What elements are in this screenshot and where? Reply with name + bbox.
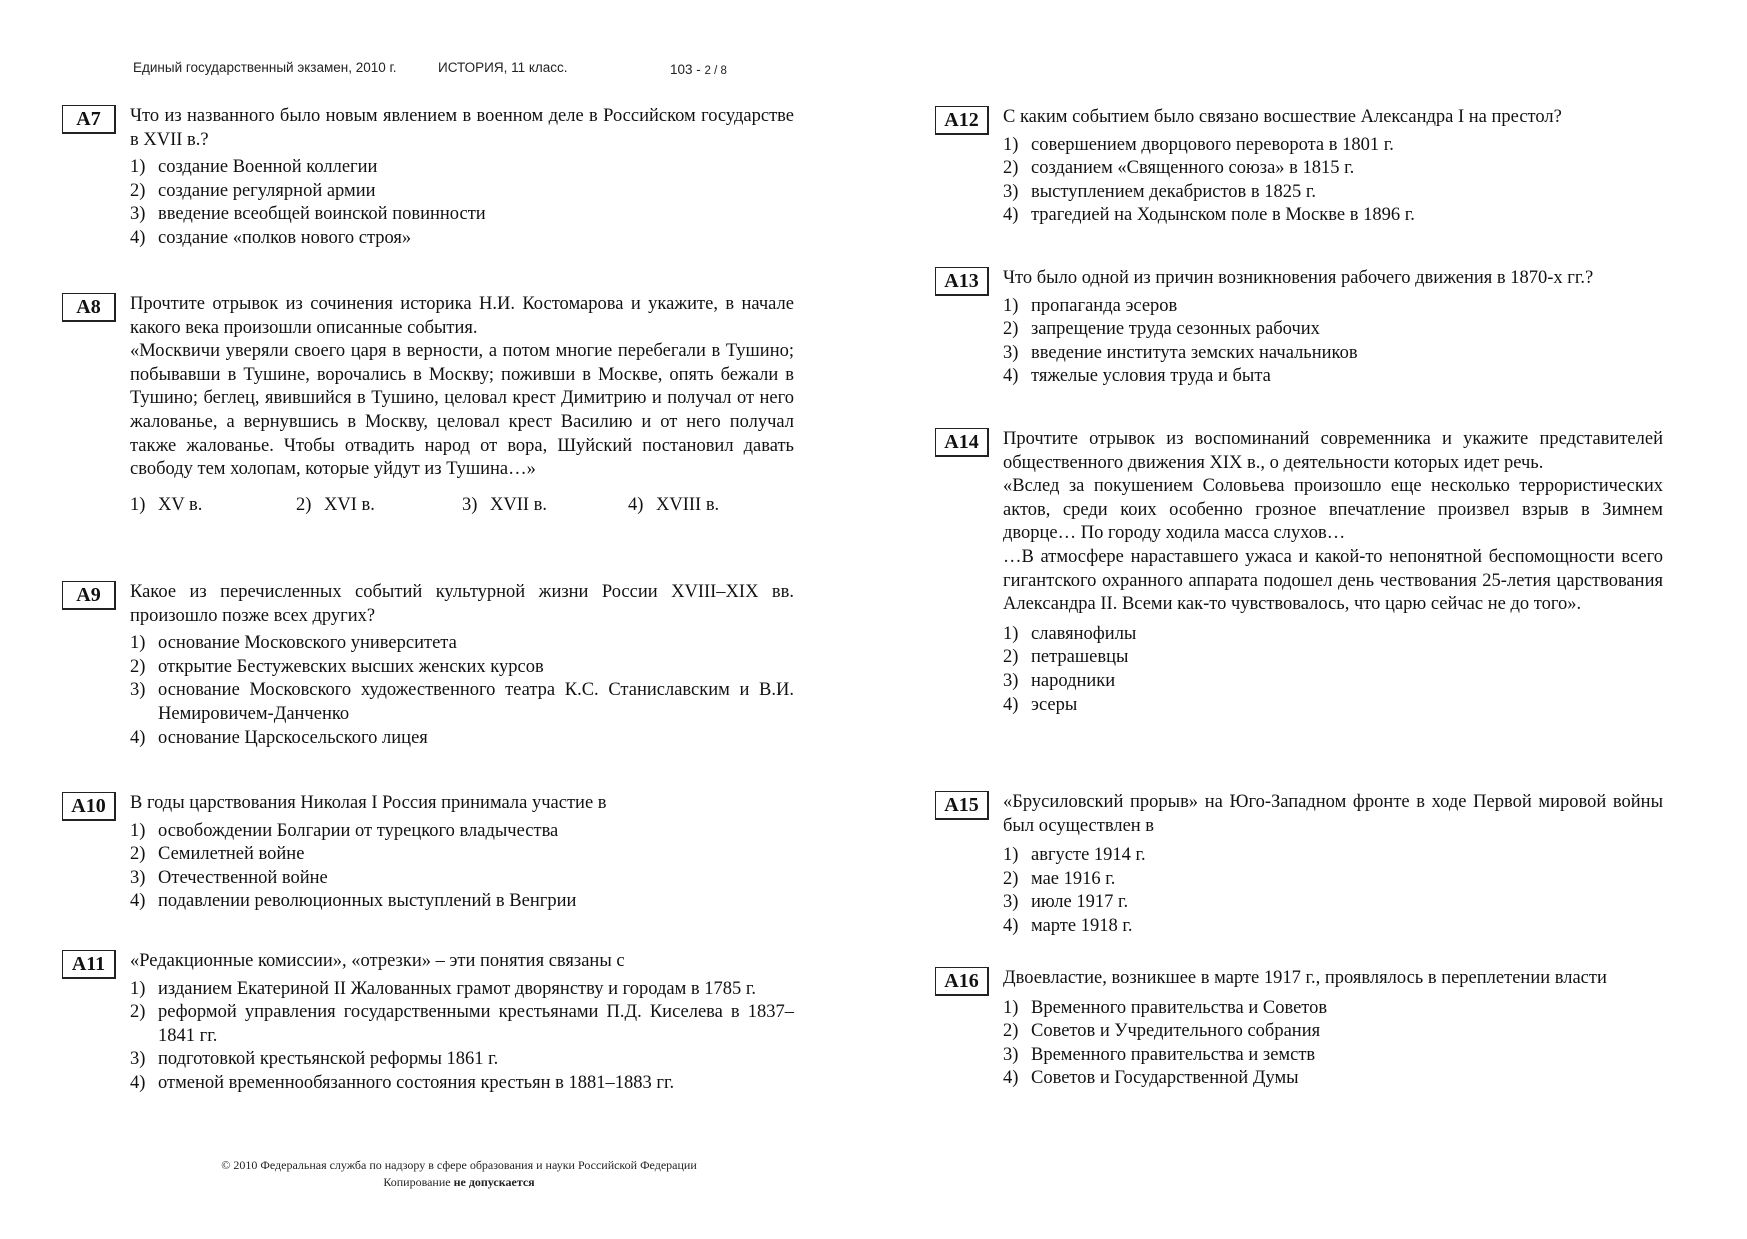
question-badge: А7: [62, 105, 116, 134]
question-badge: А8: [62, 293, 116, 322]
answer-option[interactable]: 1) основание Московского университета: [130, 633, 457, 654]
page-code: 103 -: [670, 62, 701, 77]
question-text: В годы царствования Николая I Россия принимала участие в: [130, 793, 607, 813]
answer-option[interactable]: 2) мае 1916 г.: [1003, 868, 1116, 889]
answer-option[interactable]: 3) введение института земских начальников: [1003, 342, 1358, 363]
source-quote: …В атмосфере нараставшего ужаса и какой-то непонятной беспомощности всего гигантского охранного аппарата подошел день чествования 25-летия царствования Александра II. Всеми как-то чувствовалось, что царю сейчас не до того».: [1003, 546, 1663, 615]
answer-option[interactable]: 2) созданием «Священного союза» в 1815 г.: [1003, 158, 1355, 179]
question-badge: А9: [62, 581, 116, 610]
question-badge: А16: [935, 967, 989, 996]
question-badge: А14: [935, 428, 989, 457]
question-text: Какое из перечисленных событий культурной жизни России XVIII–XIX вв. произошло позже всех других?: [130, 582, 794, 626]
answer-option[interactable]: 1) Временного правительства и Советов: [1003, 997, 1328, 1018]
question-badge: А10: [62, 792, 116, 821]
answer-options: [1003, 623, 1663, 717]
page-fraction: 2 / 8: [704, 65, 727, 77]
question-badge: А15: [935, 791, 989, 820]
question-text: Прочтите отрывок из воспоминаний современника и укажите представителей общественного движения XIX в., о деятельности которых идет речь.: [1003, 429, 1663, 473]
answer-option[interactable]: 2) петрашевцы: [1003, 647, 1129, 668]
answer-option[interactable]: 4) основание Царскосельского лицея: [130, 727, 428, 748]
answer-options: [1003, 295, 1663, 389]
answer-options: [130, 156, 794, 250]
answer-option[interactable]: 3) Временного правительства и земств: [1003, 1044, 1316, 1065]
answer-option[interactable]: 1) пропаганда эсеров: [1003, 295, 1178, 316]
question-text: Двоевластие, возникшее в марте 1917 г., проявлялось в переплетении власти: [1003, 968, 1607, 988]
source-quote: «Вслед за покушением Соловьева произошло еще несколько террористических актов, среди коих особенно грозное впечатление произвел взрыв в Зимнем дворце… По городу ходила масса слухов…: [1003, 476, 1663, 544]
question-badge: А13: [935, 267, 989, 296]
page-number: [670, 62, 727, 77]
answer-option[interactable]: 2) Семилетней войне: [130, 844, 305, 865]
answer-option[interactable]: 1) освобождении Болгарии от турецкого владычества: [130, 820, 559, 841]
source-quote: «Москвичи уверяли своего царя в верности, а потом многие перебегали в Тушино; побывавши в Тушине, ворочались в Москву; поживши в Москве, опять бежали в Тушино; беглец, явившийся в Тушино, целовал крест Димитрию и получал от него жалованье, а вернувшись в Москву, целовал крест Василию и от него получал также жалованье. Чтобы отвадить народ от вора, Шуйский постановил давать свободу тем холопам, которые уйдут из Тушина…»: [130, 341, 794, 480]
answer-option[interactable]: 4) подавлении революционных выступлений в Венгрии: [130, 891, 577, 912]
answer-options: [130, 820, 794, 914]
answer-option[interactable]: 3) подготовкой крестьянской реформы 1861 г.: [130, 1049, 499, 1070]
answer-option[interactable]: 4) эсеры: [1003, 694, 1078, 715]
question-text: «Брусиловский прорыв» на Юго-Западном фронте в ходе Первой мировой войны был осуществлен в: [1003, 792, 1663, 836]
answer-option[interactable]: 3) народники: [1003, 670, 1116, 691]
answer-option[interactable]: 2) создание регулярной армии: [130, 180, 376, 201]
answer-option[interactable]: 4) создание «полков нового строя»: [130, 227, 412, 248]
answer-option[interactable]: 4) отменой временнообязанного состояния крестьян в 1881–1883 гг.: [130, 1072, 675, 1093]
question-text: С каким событием было связано восшествие Александра I на престол?: [1003, 107, 1562, 127]
question-text: «Редакционные комиссии», «отрезки» – эти понятия связаны с: [130, 951, 625, 971]
answer-option[interactable]: 2) XVI в.: [296, 494, 375, 515]
exam-title: Единый государственный экзамен, 2010 г.: [133, 60, 397, 75]
question-text: Что было одной из причин возникновения рабочего движения в 1870-х гг.?: [1003, 268, 1594, 288]
answer-option[interactable]: 4) марте 1918 г.: [1003, 915, 1133, 936]
question-badge: А12: [935, 106, 989, 135]
answer-option[interactable]: 4) Советов и Государственной Думы: [1003, 1068, 1299, 1089]
answer-option[interactable]: 3) Отечественной войне: [130, 867, 328, 888]
answer-option[interactable]: 1) августе 1914 г.: [1003, 845, 1146, 866]
answer-option[interactable]: 3) июле 1917 г.: [1003, 892, 1129, 913]
copyright-line: © 2010 Федеральная служба по надзору в сфере образования и науки Российской Федерации: [221, 1158, 697, 1172]
answer-option[interactable]: 1) славянофилы: [1003, 623, 1137, 644]
page-footer: [190, 1157, 728, 1191]
answer-option[interactable]: 3) основание Московского художественного театра К.С. Станиславским и В.И. Немировичем-Данченко: [130, 680, 794, 724]
answer-option[interactable]: 2) запрещение труда сезонных рабочих: [1003, 319, 1320, 340]
answer-option[interactable]: 4) XVIII в.: [628, 494, 720, 515]
answer-option[interactable]: 3) XVII в.: [462, 494, 548, 515]
answer-option[interactable]: 4) трагедией на Ходынском поле в Москве в 1896 г.: [1003, 205, 1415, 226]
question-text: Прочтите отрывок из сочинения историка Н.И. Костомарова и укажите, в начале какого века произошли описанные события.: [130, 294, 794, 338]
answer-options: [1003, 134, 1663, 228]
copy-notice: Копирование не допускается: [383, 1175, 535, 1189]
answer-option[interactable]: 3) введение всеобщей воинской повинности: [130, 204, 486, 225]
answer-option[interactable]: 2) реформой управления государственными крестьянами П.Д. Киселева в 1837–1841 гг.: [130, 1002, 794, 1046]
question-text: Что из названного было новым явлением в военном деле в Российском государстве в XVII в.?: [130, 106, 794, 150]
answer-options: [130, 632, 794, 750]
answer-options: [130, 978, 794, 1096]
answer-options: [1003, 844, 1663, 938]
answer-option[interactable]: 1) XV в.: [130, 494, 203, 515]
answer-option[interactable]: 1) изданием Екатериной II Жалованных грамот дворянству и городам в 1785 г.: [130, 978, 757, 999]
answer-option[interactable]: 4) тяжелые условия труда и быта: [1003, 366, 1271, 387]
answer-option[interactable]: 2) открытие Бестужевских высших женских курсов: [130, 656, 544, 677]
subject-title: ИСТОРИЯ, 11 класс.: [438, 60, 568, 75]
answer-option[interactable]: 3) выступлением декабристов в 1825 г.: [1003, 181, 1317, 202]
answer-option[interactable]: 1) совершением дворцового переворота в 1801 г.: [1003, 134, 1394, 155]
answer-option[interactable]: 2) Советов и Учредительного собрания: [1003, 1021, 1321, 1042]
question-badge: А11: [62, 950, 116, 979]
answer-option[interactable]: 1) создание Военной коллегии: [130, 157, 378, 178]
answer-options: [130, 494, 794, 518]
answer-options: [1003, 997, 1663, 1091]
